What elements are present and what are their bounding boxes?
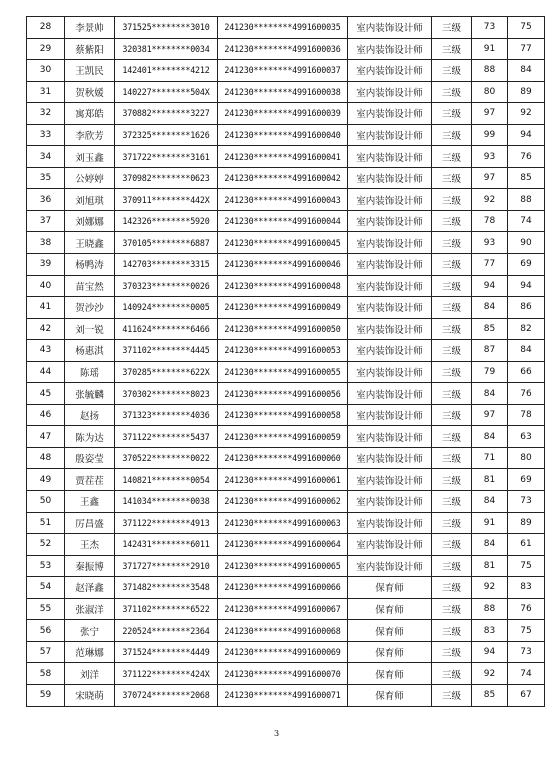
occupation-cell: 室内装饰设计师 bbox=[348, 38, 432, 60]
table-row bbox=[27, 684, 545, 706]
certificate-number-cell: 241230********4991600061 bbox=[218, 469, 348, 491]
level-cell: 三级 bbox=[432, 447, 472, 469]
level-cell: 三级 bbox=[432, 275, 472, 297]
id-number-cell: 140227********504X bbox=[115, 81, 218, 103]
table-row bbox=[27, 620, 545, 642]
theory-score-cell: 84 bbox=[472, 491, 508, 513]
level-cell: 三级 bbox=[432, 383, 472, 405]
level-cell: 三级 bbox=[432, 641, 472, 663]
id-number-cell: 371102********6522 bbox=[115, 598, 218, 620]
id-number-cell: 142326********5920 bbox=[115, 210, 218, 232]
row-number-cell: 45 bbox=[27, 383, 65, 405]
name-cell: 贺秋媛 bbox=[65, 81, 115, 103]
theory-score-cell: 83 bbox=[472, 620, 508, 642]
id-number-cell: 371727********2910 bbox=[115, 555, 218, 577]
certificate-number-cell: 241230********4991600049 bbox=[218, 297, 348, 319]
id-number-cell: 371524********4449 bbox=[115, 641, 218, 663]
theory-score-cell: 77 bbox=[472, 254, 508, 276]
theory-score-cell: 91 bbox=[472, 512, 508, 534]
row-number-cell: 50 bbox=[27, 491, 65, 513]
id-number-cell: 371482********3548 bbox=[115, 577, 218, 599]
level-cell: 三级 bbox=[432, 555, 472, 577]
certificate-number-cell: 241230********4991600036 bbox=[218, 38, 348, 60]
certificate-number-cell: 241230********4991600050 bbox=[218, 318, 348, 340]
certificate-number-cell: 241230********4991600056 bbox=[218, 383, 348, 405]
row-number-cell: 44 bbox=[27, 361, 65, 383]
theory-score-cell: 94 bbox=[472, 641, 508, 663]
row-number-cell: 30 bbox=[27, 60, 65, 82]
theory-score-cell: 81 bbox=[472, 555, 508, 577]
id-number-cell: 371323********4036 bbox=[115, 404, 218, 426]
row-number-cell: 29 bbox=[27, 38, 65, 60]
theory-score-cell: 99 bbox=[472, 124, 508, 146]
level-cell: 三级 bbox=[432, 598, 472, 620]
table-row bbox=[27, 555, 545, 577]
roster-body bbox=[27, 17, 545, 707]
row-number-cell: 47 bbox=[27, 426, 65, 448]
theory-score-cell: 84 bbox=[472, 297, 508, 319]
name-cell: 范琳娜 bbox=[65, 641, 115, 663]
skill-score-cell: 84 bbox=[508, 60, 545, 82]
id-number-cell: 371122********4913 bbox=[115, 512, 218, 534]
certificate-number-cell: 241230********4991600060 bbox=[218, 447, 348, 469]
occupation-cell: 保育师 bbox=[348, 641, 432, 663]
name-cell: 蔡紫阳 bbox=[65, 38, 115, 60]
level-cell: 三级 bbox=[432, 297, 472, 319]
theory-score-cell: 85 bbox=[472, 684, 508, 706]
table-row bbox=[27, 383, 545, 405]
level-cell: 三级 bbox=[432, 469, 472, 491]
row-number-cell: 49 bbox=[27, 469, 65, 491]
name-cell: 张淑洋 bbox=[65, 598, 115, 620]
theory-score-cell: 81 bbox=[472, 469, 508, 491]
skill-score-cell: 76 bbox=[508, 146, 545, 168]
occupation-cell: 室内装饰设计师 bbox=[348, 81, 432, 103]
table-row bbox=[27, 598, 545, 620]
skill-score-cell: 69 bbox=[508, 254, 545, 276]
name-cell: 刘玉鑫 bbox=[65, 146, 115, 168]
name-cell: 李欣芳 bbox=[65, 124, 115, 146]
id-number-cell: 371122********5437 bbox=[115, 426, 218, 448]
row-number-cell: 35 bbox=[27, 167, 65, 189]
row-number-cell: 53 bbox=[27, 555, 65, 577]
id-number-cell: 320381********0034 bbox=[115, 38, 218, 60]
table-row bbox=[27, 318, 545, 340]
certificate-number-cell: 241230********4991600040 bbox=[218, 124, 348, 146]
certificate-number-cell: 241230********4991600042 bbox=[218, 167, 348, 189]
level-cell: 三级 bbox=[432, 103, 472, 125]
id-number-cell: 370982********0623 bbox=[115, 167, 218, 189]
level-cell: 三级 bbox=[432, 210, 472, 232]
table-row bbox=[27, 60, 545, 82]
occupation-cell: 室内装饰设计师 bbox=[348, 361, 432, 383]
skill-score-cell: 75 bbox=[508, 620, 545, 642]
occupation-cell: 室内装饰设计师 bbox=[348, 512, 432, 534]
certificate-number-cell: 241230********4991600062 bbox=[218, 491, 348, 513]
certificate-number-cell: 241230********4991600035 bbox=[218, 17, 348, 39]
theory-score-cell: 94 bbox=[472, 275, 508, 297]
table-row bbox=[27, 641, 545, 663]
theory-score-cell: 84 bbox=[472, 383, 508, 405]
level-cell: 三级 bbox=[432, 340, 472, 362]
certificate-number-cell: 241230********4991600043 bbox=[218, 189, 348, 211]
skill-score-cell: 73 bbox=[508, 641, 545, 663]
level-cell: 三级 bbox=[432, 491, 472, 513]
level-cell: 三级 bbox=[432, 17, 472, 39]
skill-score-cell: 69 bbox=[508, 469, 545, 491]
certificate-number-cell: 241230********4991600037 bbox=[218, 60, 348, 82]
certificate-number-cell: 241230********4991600065 bbox=[218, 555, 348, 577]
level-cell: 三级 bbox=[432, 620, 472, 642]
level-cell: 三级 bbox=[432, 512, 472, 534]
id-number-cell: 371122********424X bbox=[115, 663, 218, 685]
id-number-cell: 371102********4445 bbox=[115, 340, 218, 362]
occupation-cell: 室内装饰设计师 bbox=[348, 426, 432, 448]
certificate-number-cell: 241230********4991600045 bbox=[218, 232, 348, 254]
skill-score-cell: 88 bbox=[508, 189, 545, 211]
level-cell: 三级 bbox=[432, 146, 472, 168]
table-row bbox=[27, 210, 545, 232]
table-row bbox=[27, 189, 545, 211]
skill-score-cell: 74 bbox=[508, 210, 545, 232]
level-cell: 三级 bbox=[432, 254, 472, 276]
occupation-cell: 保育师 bbox=[348, 684, 432, 706]
theory-score-cell: 79 bbox=[472, 361, 508, 383]
table-row bbox=[27, 17, 545, 39]
occupation-cell: 室内装饰设计师 bbox=[348, 124, 432, 146]
row-number-cell: 52 bbox=[27, 534, 65, 556]
name-cell: 赵泽鑫 bbox=[65, 577, 115, 599]
level-cell: 三级 bbox=[432, 167, 472, 189]
certificate-number-cell: 241230********4991600038 bbox=[218, 81, 348, 103]
certificate-number-cell: 241230********4991600069 bbox=[218, 641, 348, 663]
id-number-cell: 370882********3227 bbox=[115, 103, 218, 125]
id-number-cell: 142401********4212 bbox=[115, 60, 218, 82]
skill-score-cell: 76 bbox=[508, 383, 545, 405]
level-cell: 三级 bbox=[432, 318, 472, 340]
name-cell: 贾茬茬 bbox=[65, 469, 115, 491]
theory-score-cell: 97 bbox=[472, 404, 508, 426]
level-cell: 三级 bbox=[432, 232, 472, 254]
occupation-cell: 室内装饰设计师 bbox=[348, 167, 432, 189]
occupation-cell: 室内装饰设计师 bbox=[348, 447, 432, 469]
level-cell: 三级 bbox=[432, 189, 472, 211]
id-number-cell: 371525********3010 bbox=[115, 17, 218, 39]
name-cell: 张宁 bbox=[65, 620, 115, 642]
occupation-cell: 室内装饰设计师 bbox=[348, 210, 432, 232]
row-number-cell: 55 bbox=[27, 598, 65, 620]
theory-score-cell: 84 bbox=[472, 426, 508, 448]
id-number-cell: 140924********0005 bbox=[115, 297, 218, 319]
skill-score-cell: 92 bbox=[508, 103, 545, 125]
theory-score-cell: 97 bbox=[472, 103, 508, 125]
theory-score-cell: 73 bbox=[472, 17, 508, 39]
certificate-number-cell: 241230********4991600066 bbox=[218, 577, 348, 599]
row-number-cell: 41 bbox=[27, 297, 65, 319]
skill-score-cell: 78 bbox=[508, 404, 545, 426]
skill-score-cell: 89 bbox=[508, 512, 545, 534]
occupation-cell: 室内装饰设计师 bbox=[348, 340, 432, 362]
theory-score-cell: 92 bbox=[472, 663, 508, 685]
theory-score-cell: 97 bbox=[472, 167, 508, 189]
table-row bbox=[27, 663, 545, 685]
level-cell: 三级 bbox=[432, 404, 472, 426]
name-cell: 杨鸭涛 bbox=[65, 254, 115, 276]
skill-score-cell: 66 bbox=[508, 361, 545, 383]
level-cell: 三级 bbox=[432, 426, 472, 448]
id-number-cell: 370323********0026 bbox=[115, 275, 218, 297]
certificate-number-cell: 241230********4991600063 bbox=[218, 512, 348, 534]
certificate-number-cell: 241230********4991600044 bbox=[218, 210, 348, 232]
theory-score-cell: 88 bbox=[472, 598, 508, 620]
occupation-cell: 室内装饰设计师 bbox=[348, 297, 432, 319]
table-row bbox=[27, 340, 545, 362]
name-cell: 秦振博 bbox=[65, 555, 115, 577]
page-number: 3 bbox=[273, 729, 280, 738]
skill-score-cell: 61 bbox=[508, 534, 545, 556]
certificate-number-cell: 241230********4991600068 bbox=[218, 620, 348, 642]
name-cell: 杨惠淇 bbox=[65, 340, 115, 362]
row-number-cell: 42 bbox=[27, 318, 65, 340]
occupation-cell: 室内装饰设计师 bbox=[348, 383, 432, 405]
id-number-cell: 370105********6887 bbox=[115, 232, 218, 254]
certificate-number-cell: 241230********4991600046 bbox=[218, 254, 348, 276]
level-cell: 三级 bbox=[432, 534, 472, 556]
theory-score-cell: 80 bbox=[472, 81, 508, 103]
row-number-cell: 48 bbox=[27, 447, 65, 469]
occupation-cell: 室内装饰设计师 bbox=[348, 103, 432, 125]
name-cell: 苗宝然 bbox=[65, 275, 115, 297]
table-row bbox=[27, 469, 545, 491]
name-cell: 厉昌盛 bbox=[65, 512, 115, 534]
row-number-cell: 36 bbox=[27, 189, 65, 211]
name-cell: 公婷婷 bbox=[65, 167, 115, 189]
skill-score-cell: 82 bbox=[508, 318, 545, 340]
theory-score-cell: 85 bbox=[472, 318, 508, 340]
row-number-cell: 43 bbox=[27, 340, 65, 362]
theory-score-cell: 78 bbox=[472, 210, 508, 232]
skill-score-cell: 80 bbox=[508, 447, 545, 469]
id-number-cell: 141034********0038 bbox=[115, 491, 218, 513]
table-row bbox=[27, 38, 545, 60]
name-cell: 张毓麟 bbox=[65, 383, 115, 405]
certificate-number-cell: 241230********4991600055 bbox=[218, 361, 348, 383]
certificate-number-cell: 241230********4991600039 bbox=[218, 103, 348, 125]
name-cell: 刘洋 bbox=[65, 663, 115, 685]
table-row bbox=[27, 297, 545, 319]
certificate-number-cell: 241230********4991600071 bbox=[218, 684, 348, 706]
skill-score-cell: 94 bbox=[508, 275, 545, 297]
occupation-cell: 室内装饰设计师 bbox=[348, 469, 432, 491]
row-number-cell: 38 bbox=[27, 232, 65, 254]
occupation-cell: 室内装饰设计师 bbox=[348, 404, 432, 426]
theory-score-cell: 92 bbox=[472, 577, 508, 599]
row-number-cell: 51 bbox=[27, 512, 65, 534]
level-cell: 三级 bbox=[432, 663, 472, 685]
skill-score-cell: 84 bbox=[508, 340, 545, 362]
occupation-cell: 保育师 bbox=[348, 663, 432, 685]
level-cell: 三级 bbox=[432, 684, 472, 706]
id-number-cell: 371722********3161 bbox=[115, 146, 218, 168]
theory-score-cell: 92 bbox=[472, 189, 508, 211]
occupation-cell: 室内装饰设计师 bbox=[348, 491, 432, 513]
id-number-cell: 370724********2068 bbox=[115, 684, 218, 706]
name-cell: 陈为达 bbox=[65, 426, 115, 448]
level-cell: 三级 bbox=[432, 361, 472, 383]
row-number-cell: 33 bbox=[27, 124, 65, 146]
occupation-cell: 室内装饰设计师 bbox=[348, 189, 432, 211]
table-row bbox=[27, 361, 545, 383]
skill-score-cell: 76 bbox=[508, 598, 545, 620]
certificate-number-cell: 241230********4991600070 bbox=[218, 663, 348, 685]
row-number-cell: 34 bbox=[27, 146, 65, 168]
table-row bbox=[27, 534, 545, 556]
level-cell: 三级 bbox=[432, 81, 472, 103]
theory-score-cell: 91 bbox=[472, 38, 508, 60]
id-number-cell: 370911********442X bbox=[115, 189, 218, 211]
theory-score-cell: 93 bbox=[472, 146, 508, 168]
name-cell: 李景帅 bbox=[65, 17, 115, 39]
table-row bbox=[27, 491, 545, 513]
row-number-cell: 56 bbox=[27, 620, 65, 642]
certificate-number-cell: 241230********4991600067 bbox=[218, 598, 348, 620]
table-row bbox=[27, 254, 545, 276]
skill-score-cell: 85 bbox=[508, 167, 545, 189]
table-row bbox=[27, 167, 545, 189]
name-cell: 殷姿莹 bbox=[65, 447, 115, 469]
name-cell: 寓郑皓 bbox=[65, 103, 115, 125]
skill-score-cell: 73 bbox=[508, 491, 545, 513]
id-number-cell: 140821********0054 bbox=[115, 469, 218, 491]
occupation-cell: 室内装饰设计师 bbox=[348, 534, 432, 556]
id-number-cell: 370522********0022 bbox=[115, 447, 218, 469]
name-cell: 贺沙沙 bbox=[65, 297, 115, 319]
skill-score-cell: 89 bbox=[508, 81, 545, 103]
row-number-cell: 39 bbox=[27, 254, 65, 276]
level-cell: 三级 bbox=[432, 38, 472, 60]
skill-score-cell: 86 bbox=[508, 297, 545, 319]
id-number-cell: 372325********1626 bbox=[115, 124, 218, 146]
level-cell: 三级 bbox=[432, 577, 472, 599]
name-cell: 王凯民 bbox=[65, 60, 115, 82]
table-row bbox=[27, 124, 545, 146]
skill-score-cell: 74 bbox=[508, 663, 545, 685]
skill-score-cell: 83 bbox=[508, 577, 545, 599]
certificate-number-cell: 241230********4991600059 bbox=[218, 426, 348, 448]
skill-score-cell: 77 bbox=[508, 38, 545, 60]
table-row bbox=[27, 232, 545, 254]
name-cell: 刘娜娜 bbox=[65, 210, 115, 232]
name-cell: 宋晓萌 bbox=[65, 684, 115, 706]
certificate-number-cell: 241230********4991600041 bbox=[218, 146, 348, 168]
id-number-cell: 220524********2364 bbox=[115, 620, 218, 642]
table-row bbox=[27, 146, 545, 168]
occupation-cell: 室内装饰设计师 bbox=[348, 318, 432, 340]
table-row bbox=[27, 103, 545, 125]
theory-score-cell: 87 bbox=[472, 340, 508, 362]
table-row bbox=[27, 81, 545, 103]
row-number-cell: 54 bbox=[27, 577, 65, 599]
id-number-cell: 411624********6466 bbox=[115, 318, 218, 340]
level-cell: 三级 bbox=[432, 60, 472, 82]
table-row bbox=[27, 577, 545, 599]
occupation-cell: 室内装饰设计师 bbox=[348, 275, 432, 297]
table-row bbox=[27, 404, 545, 426]
row-number-cell: 31 bbox=[27, 81, 65, 103]
theory-score-cell: 93 bbox=[472, 232, 508, 254]
id-number-cell: 142703********3315 bbox=[115, 254, 218, 276]
occupation-cell: 室内装饰设计师 bbox=[348, 555, 432, 577]
occupation-cell: 室内装饰设计师 bbox=[348, 146, 432, 168]
row-number-cell: 40 bbox=[27, 275, 65, 297]
skill-score-cell: 75 bbox=[508, 17, 545, 39]
skill-score-cell: 75 bbox=[508, 555, 545, 577]
occupation-cell: 保育师 bbox=[348, 620, 432, 642]
occupation-cell: 室内装饰设计师 bbox=[348, 60, 432, 82]
theory-score-cell: 84 bbox=[472, 534, 508, 556]
row-number-cell: 59 bbox=[27, 684, 65, 706]
occupation-cell: 室内装饰设计师 bbox=[348, 17, 432, 39]
certificate-number-cell: 241230********4991600053 bbox=[218, 340, 348, 362]
id-number-cell: 142431********6011 bbox=[115, 534, 218, 556]
skill-score-cell: 94 bbox=[508, 124, 545, 146]
id-number-cell: 370285********622X bbox=[115, 361, 218, 383]
name-cell: 王晓鑫 bbox=[65, 232, 115, 254]
certificate-number-cell: 241230********4991600064 bbox=[218, 534, 348, 556]
row-number-cell: 57 bbox=[27, 641, 65, 663]
row-number-cell: 32 bbox=[27, 103, 65, 125]
row-number-cell: 46 bbox=[27, 404, 65, 426]
skill-score-cell: 90 bbox=[508, 232, 545, 254]
row-number-cell: 28 bbox=[27, 17, 65, 39]
name-cell: 刘旭琪 bbox=[65, 189, 115, 211]
table-row bbox=[27, 447, 545, 469]
theory-score-cell: 88 bbox=[472, 60, 508, 82]
row-number-cell: 37 bbox=[27, 210, 65, 232]
table-row bbox=[27, 275, 545, 297]
certificate-number-cell: 241230********4991600048 bbox=[218, 275, 348, 297]
occupation-cell: 保育师 bbox=[348, 577, 432, 599]
occupation-cell: 保育师 bbox=[348, 598, 432, 620]
occupation-cell: 室内装饰设计师 bbox=[348, 254, 432, 276]
name-cell: 陈瑶 bbox=[65, 361, 115, 383]
row-number-cell: 58 bbox=[27, 663, 65, 685]
name-cell: 王鑫 bbox=[65, 491, 115, 513]
table-row bbox=[27, 426, 545, 448]
roster-table bbox=[26, 16, 545, 707]
id-number-cell: 370302********8023 bbox=[115, 383, 218, 405]
table-row bbox=[27, 512, 545, 534]
skill-score-cell: 67 bbox=[508, 684, 545, 706]
occupation-cell: 室内装饰设计师 bbox=[348, 232, 432, 254]
level-cell: 三级 bbox=[432, 124, 472, 146]
name-cell: 刘一锐 bbox=[65, 318, 115, 340]
certificate-number-cell: 241230********4991600058 bbox=[218, 404, 348, 426]
skill-score-cell: 63 bbox=[508, 426, 545, 448]
theory-score-cell: 71 bbox=[472, 447, 508, 469]
name-cell: 王杰 bbox=[65, 534, 115, 556]
name-cell: 赵扬 bbox=[65, 404, 115, 426]
